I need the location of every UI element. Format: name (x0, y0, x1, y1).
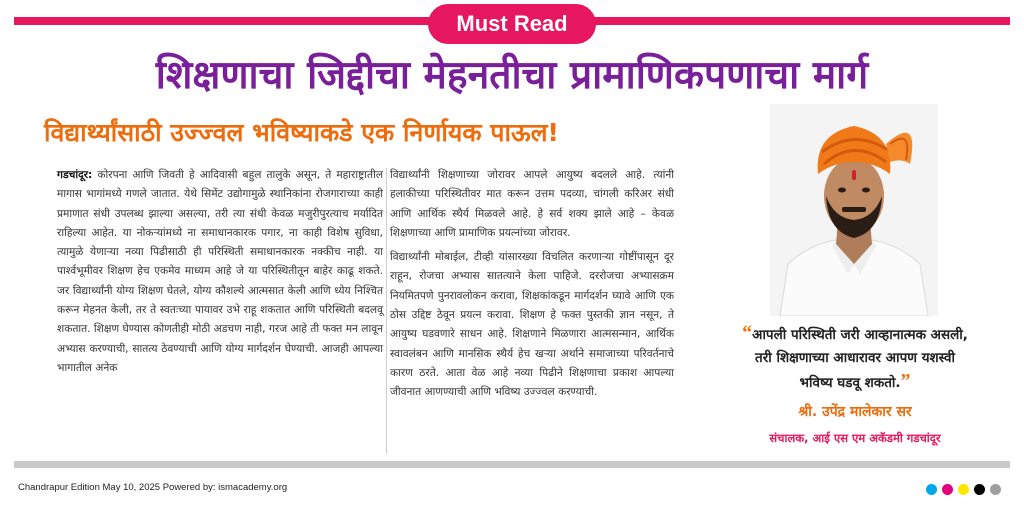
dateline: गडचांदूर: (57, 169, 93, 181)
close-quote-mark: ” (900, 370, 911, 392)
quote-line-text: भविष्य घडवू शकतो. (799, 375, 901, 391)
must-read-badge: Must Read (428, 4, 596, 44)
quote-line (696, 322, 1014, 347)
color-swatches (926, 484, 1001, 495)
article-column-2 (390, 166, 674, 408)
article-paragraph (57, 166, 383, 378)
quote-line (696, 370, 1014, 395)
article-column-1 (57, 166, 383, 383)
author-role: संचालक, आई एस एम अकॅडमी गडचांदूर (769, 431, 941, 445)
swatch-dot (974, 484, 985, 495)
author-name: श्री. उपेंद्र मालेकार सर (798, 404, 912, 420)
swatch-dot (926, 484, 937, 495)
headline: शिक्षणाचा जिद्दीचा मेहनतीचा प्रामाणिकपणाचा मार्ग (155, 53, 869, 98)
bottom-rule (14, 461, 1010, 468)
article-paragraph: विद्यार्थ्यांनी शिक्षणाच्या जोरावर आपले आयुष्य बदलले आहे. त्यांनी हलाकीच्या परिस्थितीवर मात करून उत्तम पदव्या, चांगली करिअर संधी आणि आर्थिक स्थैर्य मिळवले आहे. हे सर्व शक्य झाले आहे – केवळ शिक्षणाच्या आणि प्रामाणिक प्रयत्नांच्या जोरावर. (390, 169, 674, 239)
swatch-dot (942, 484, 953, 495)
quote-line: तरी शिक्षणाच्या आधारावर आपण यशस्वी (755, 350, 955, 366)
author-photo (770, 104, 938, 316)
paragraph-text: कोरपना आणि जिवती हे आदिवासी बहुल तालुके असून, ते महाराष्ट्रातील मागास भागांमध्ये गणले जातात. येथे सिमेंट उद्योगामुळे स्थानिकांना रोजगाराच्या काही प्रमाणात संधी उपलब्ध झाल्या असल्या, तरी त्या संधी केवळ मजुरीपुरत्याच मर्यादित राहिल्या आहेत. या नोकऱ्यांमध्ये ना समाधानकारक पगार, ना काही विशेष सुविधा, त्यामुळे येणाऱ्या नव्या पिढीसाठी ही परिस्थिती समाधानकारक नक्कीच नाही. या पार्श्वभूमीवर शिक्षण हेच एकमेव माध्यम आहे जे या परिस्थितीतून बाहेर काढू शकते. जर विद्यार्थ्यांनी योग्य शिक्षण घेतले, योग्य कौशल्ये आत्मसात केली आणि ध्येय निश्चित करून मेहनत केली, तर ते स्वतःच्या पायावर उभे राहू शकतात आणि परिस्थिती बदलवू शकतात. शिक्षण घेण्यास कोणतीही मोठी अडचण नाही, गरज आहे ती फक्त मन लावून अभ्यास करण्याची, सातत्य ठेवण्याची आणि योग्य मार्गदर्शन घेण्याची. आजही आपल्या भागातील अनेक (57, 169, 384, 374)
article-paragraph: विद्यार्थ्यांनी मोबाईल, टीव्ही यांसारख्या विचलित करणाऱ्या गोष्टींपासून दूर राहून, रोजचा अभ्यास सातत्याने केला पाहिजे. दररोजचा अभ्यासक्रम नियमितपणे पुनरावलोकन करावा, शिक्षकांकडून मार्गदर्शन घ्यावे आणि एक ठोस उद्दिष्ट ठेवून प्रयत्न करावा. शिक्षण हे फक्त पुस्तकी ज्ञान नसून, ते आयुष्य घडवणारे साधन आहे. शिक्षणाने मिळणारा आत्मसन्मान, आर्थिक स्वावलंबन आणि मानसिक स्थैर्य हेच खऱ्या अर्थाने समाजाच्या परिवर्तनाचे कारण ठरते. आता वेळ आहे नव्या पिढीने शिक्षणाचा प्रकाश आपल्या जीवनात आणण्याची आणि भविष्य उज्ज्वल करण्याची. (390, 251, 674, 399)
pull-quote (696, 322, 1014, 395)
quote-line-text: आपली परिस्थिती जरी आव्हानात्मक असली, (752, 327, 968, 343)
column-divider (386, 168, 387, 454)
swatch-dot (990, 484, 1001, 495)
open-quote-mark: “ (742, 322, 753, 344)
swatch-dot (958, 484, 969, 495)
person-portrait-icon (770, 104, 938, 316)
subheadline: विद्यार्थ्यांसाठी उज्ज्वल भविष्याकडे एक निर्णायक पाऊल! (44, 118, 559, 147)
footer-text: Chandrapur Edition May 10, 2025 Powered by: ismacademy.org (18, 482, 288, 493)
